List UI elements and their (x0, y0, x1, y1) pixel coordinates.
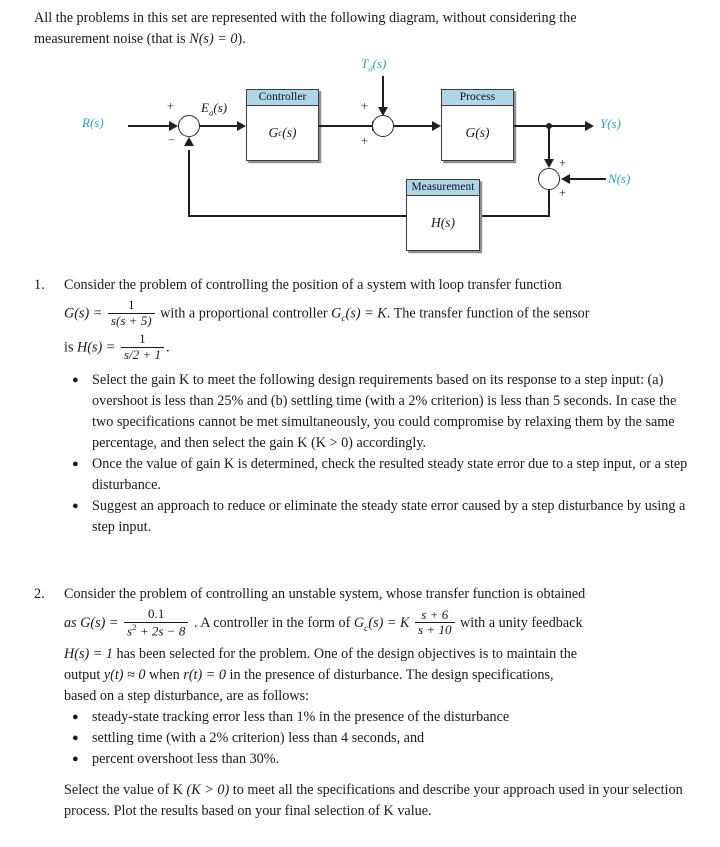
p1-eq2-lead-b: H(s) = (77, 339, 116, 356)
problem-2-text-line-3: based on a step disturbance, are as follows: (64, 687, 310, 704)
p2-h-equation: H(s) = 1 (64, 645, 113, 662)
error-tail: (s) (213, 100, 228, 115)
p1-eq2-lead-a: is (64, 339, 74, 356)
error-sub: a (208, 107, 214, 118)
intro-noise-equation: N(s) = 0 (189, 31, 238, 47)
line-controller-to-sum2 (319, 125, 375, 127)
bullet-text: settling time (with a 2% criterion) less than 4 seconds, and (92, 729, 425, 746)
arrow-sum1-to-controller (237, 121, 246, 131)
sum2-plus-top-sign: + (361, 99, 369, 113)
problem-1-bullet-list (64, 370, 694, 538)
control-block-diagram (70, 58, 710, 250)
line-output-branch-down (548, 125, 550, 163)
process-block-body (442, 106, 513, 160)
arrow-to-output (585, 121, 594, 131)
disturbance-sub: d (368, 63, 373, 74)
line-feedback-to-measurement (479, 215, 550, 217)
intro-line-2-prefix: measurement noise (that is (34, 31, 190, 47)
summing-junction-2 (372, 115, 394, 137)
problem-1-intro: Consider the problem of controlling the position of a system with loop transfer function (64, 277, 562, 293)
summing-junction-3 (538, 168, 560, 190)
arrow-output-into-sum3 (544, 159, 554, 168)
p2-closing-a: Select the value of K (64, 781, 187, 798)
problem-1-equation-line-2 (64, 333, 694, 363)
p2-den-base: s (127, 622, 133, 638)
arrow-noise-into-sum3 (561, 174, 570, 184)
line-disturbance-down (382, 76, 384, 110)
line-sum2-to-process (394, 125, 435, 127)
p1-eq2-period: . (165, 339, 170, 356)
p2-line2-c: in the presence of disturbance. The design specifications, (226, 666, 554, 683)
problem-1-number: 1. (34, 277, 45, 293)
problem-2-text-line-1 (64, 644, 694, 665)
sum1-minus-sign: − (168, 133, 176, 147)
measurement-block-header: Measurement (407, 180, 479, 196)
problem-2-number: 2. (34, 586, 45, 602)
problem-2-bullet-item (64, 728, 694, 749)
problem-2 (34, 584, 694, 822)
p1-eq-lead: G(s) = (64, 305, 103, 322)
problem-2-bullet-item (64, 749, 694, 770)
problem-1-equation-line-1 (64, 299, 694, 329)
signal-label-disturbance (361, 56, 386, 74)
line-measurement-to-sum1-horizontal (188, 215, 407, 217)
bullet-icon: ● (72, 731, 79, 744)
problem-2-bullet-item (64, 707, 694, 728)
p2-frac2-denominator: s + 10 (415, 622, 454, 638)
p2-closing-line2: in your selection process. Plot the results based on your final selection of K value. (64, 781, 683, 819)
p2-closing-b: to meet all the specifications and describe your approach used (229, 781, 585, 798)
arrow-feedback-into-sum1 (184, 137, 194, 146)
controller-symbol-sub: c (278, 128, 283, 138)
p2-eq-mid: . A controller in the form of (193, 615, 351, 632)
signal-label-error (201, 100, 227, 118)
process-block (441, 89, 514, 161)
problem-1-bullet-item (64, 496, 694, 538)
sum2-plus-bottom-sign: + (361, 134, 369, 148)
signal-label-output: Y(s) (600, 116, 621, 131)
line-sum3-down (548, 190, 550, 217)
problem-2-body (64, 584, 694, 822)
p2-den-exponent: 2 (132, 621, 137, 632)
p2-closing-condition: (K > 0) (186, 781, 230, 798)
bullet-text: percent overshoot less than 30%. (92, 750, 280, 767)
p2-output-condition: y(t) ≈ 0 (103, 666, 146, 683)
measurement-block-body (407, 196, 479, 250)
p2-frac2-numerator: s + 6 (421, 606, 449, 622)
p2-eq-lead: as G(s) = (64, 615, 119, 632)
p1-gc-sub: c (341, 313, 346, 325)
problem-2-intro: Consider the problem of controlling an unstable system, whose transfer function is obtained (64, 586, 586, 602)
signal-label-noise: N(s) (608, 171, 631, 186)
sum1-plus-sign: + (167, 99, 175, 113)
problem-2-equation-line (64, 608, 694, 640)
disturbance-tail: (s) (372, 56, 387, 71)
problem-1-bullet-item (64, 454, 694, 496)
intro-paragraph (34, 8, 689, 50)
bullet-icon: ● (72, 499, 79, 512)
sum3-plus-bottom-sign: + (559, 186, 567, 200)
p1-gc-base: G (331, 305, 342, 322)
line-feedback-riser (188, 150, 190, 216)
p2-gc-sub: c (364, 622, 369, 634)
bullet-icon: ● (72, 457, 79, 470)
spacer (64, 770, 694, 780)
p1-eq-tail: . The transfer function of the sensor (386, 305, 590, 322)
controller-symbol-tail: (s) (282, 125, 297, 140)
bullet-text: steady-state tracking error less than 1% in the presence of the disturbance (92, 708, 510, 725)
p2-frac-numerator: 0.1 (148, 606, 165, 621)
intro-line-1: All the problems in this set are represented with the following diagram, without considering the (34, 10, 577, 26)
summing-junction-1 (178, 115, 200, 137)
problem-2-closing (64, 780, 694, 822)
bullet-text: Select the gain K to meet the following design requirements based on its response to a step input: (a) overshoot is less than 25% and (b) settling time (with a 2% criterion) is less than 5 seconds. In case the two specifications cannot be met simultaneously, you could compromise by relaxing them by the same percentage, and then select the gain K (K > 0) accordingly. (92, 371, 677, 451)
problem-1 (34, 275, 694, 538)
process-symbol: G(s) (465, 125, 490, 140)
bullet-icon: ● (72, 373, 79, 386)
p2-eq-tail: with a unity feedback (460, 615, 583, 632)
controller-symbol-base: G (268, 125, 279, 140)
disturbance-base: T (361, 56, 369, 71)
measurement-block (406, 179, 480, 251)
p2-frac-denominator (124, 622, 188, 639)
intro-line-2-suffix: ). (237, 31, 246, 47)
arrow-input-to-sum1 (169, 121, 178, 131)
p1-gc-tail: (s) = K (345, 305, 387, 322)
p1-frac2-denominator: s/2 + 1 (121, 347, 164, 363)
bullet-text: Suggest an approach to reduce or eliminate the steady state error caused by a step disturbance by using a step input. (92, 497, 686, 535)
error-base: E (201, 100, 209, 115)
p2-gc-tail: (s) = K (368, 615, 410, 632)
p1-fraction-h (121, 332, 164, 362)
line-sum1-to-controller (199, 125, 240, 127)
p2-line2-b: when (145, 666, 184, 683)
problem-1-bullet-item (64, 370, 694, 454)
line-input-to-sum1 (128, 125, 172, 127)
sum3-plus-top-sign: + (559, 156, 567, 170)
bullet-icon: ● (72, 752, 79, 765)
p2-fraction-controller (415, 608, 454, 638)
controller-block-header: Controller (247, 90, 318, 106)
controller-block (246, 89, 319, 161)
p2-fraction-g (124, 607, 188, 639)
p2-input-condition: r(t) = 0 (183, 666, 226, 683)
p1-frac-numerator: 1 (127, 297, 135, 312)
arrow-sum2-to-process (432, 121, 441, 131)
p2-gc-base: G (353, 615, 365, 632)
controller-block-body (247, 106, 318, 160)
process-block-header: Process (442, 90, 513, 106)
p2-line1-rest: has been selected for the problem. One of the design objectives is to maintain the (112, 645, 578, 662)
line-noise-to-sum3 (570, 178, 606, 180)
bullet-text: Once the value of gain K is determined, check the resulted steady state error due to a step input, or a step disturbance. (92, 455, 688, 493)
p2-line2-a: output (64, 666, 104, 683)
problem-2-text-line-2 (64, 665, 694, 686)
measurement-symbol: H(s) (431, 215, 455, 230)
problem-1-body (64, 275, 694, 538)
p1-frac-denominator: s(s + 5) (108, 313, 155, 329)
p1-frac2-numerator: 1 (139, 331, 146, 347)
p1-fraction-g (108, 298, 155, 328)
p2-den-rest: + 2s − 8 (136, 622, 186, 638)
signal-label-input: R(s) (82, 115, 104, 130)
problem-2-bullet-list (64, 707, 694, 770)
p1-eq-mid: with a proportional controller (160, 305, 328, 322)
bullet-icon: ● (72, 710, 79, 723)
